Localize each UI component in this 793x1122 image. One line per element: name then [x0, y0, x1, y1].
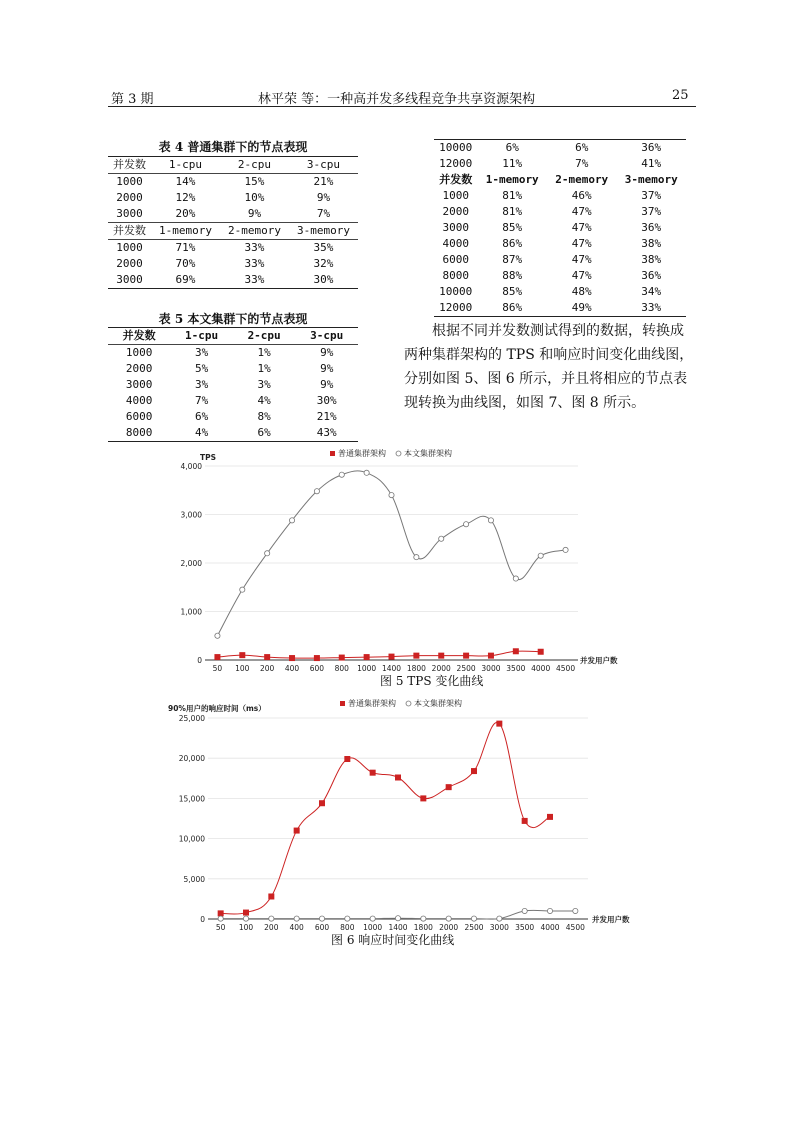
x-axis-label: 并发用户数 [592, 915, 630, 924]
data-point [538, 649, 544, 655]
x-tick-label: 600 [309, 664, 325, 673]
data-point [314, 655, 320, 661]
y-tick-label: 4,000 [180, 462, 202, 471]
y-tick-label: 2,000 [180, 559, 202, 568]
x-tick-label: 3500 [506, 664, 526, 673]
y-tick-label: 0 [200, 915, 205, 924]
y-tick-label: 0 [197, 656, 202, 665]
y-axis-label: 90%用户的响应时间（ms） [168, 704, 266, 713]
data-point [240, 587, 245, 592]
table-row: 6000 6% 8% 21% [125, 410, 337, 423]
table-row: 1000 81% 46% 37% [442, 189, 662, 202]
table-row: 4000 86% 47% 38% [442, 237, 662, 250]
x-tick-label: 3000 [481, 664, 501, 673]
x-tick-label: 400 [284, 664, 300, 673]
x-tick-label: 1400 [388, 923, 408, 932]
table-row: 3000 69% 33% 30% [108, 272, 358, 289]
x-tick-label: 50 [215, 923, 226, 932]
figure5-caption: 图 5 TPS 变化曲线 [380, 674, 484, 688]
data-point [339, 655, 345, 661]
x-tick-label: 4000 [531, 664, 551, 673]
x-tick-label: 1800 [406, 664, 426, 673]
issue-number: 第 3 期 [111, 92, 154, 107]
x-tick-label: 1800 [413, 923, 433, 932]
table-row: 6000 87% 47% 38% [442, 253, 662, 266]
y-tick-label: 25,000 [178, 714, 205, 723]
data-point [265, 551, 270, 556]
x-axis-label: 并发用户数 [580, 656, 618, 665]
data-point [214, 654, 220, 660]
table-row: 4000 7% 4% 30% [125, 394, 337, 407]
legend-marker-square [330, 451, 335, 456]
paragraph-line: 两种集群架构的 TPS 和响应时间变化曲线图， [404, 347, 694, 363]
x-tick-label: 1000 [357, 664, 377, 673]
table-header-row: 并发数 1-cpu 2-cpu 3-cpu [108, 328, 358, 345]
data-point [364, 654, 370, 660]
y-tick-label: 5,000 [183, 874, 205, 884]
table-row: 2000 12% 10% 9% [116, 191, 331, 204]
table-row: 2000 81% 47% 37% [442, 205, 662, 218]
y-tick-label: 15,000 [178, 794, 205, 804]
table-header-row: 并发数 1-memory 2-memory 3-memory [108, 223, 358, 240]
data-point [413, 653, 419, 659]
y-tick-label: 1,000 [180, 607, 202, 617]
legend-label: 普通集群架构 [348, 699, 396, 708]
legend-label: 本文集群架构 [404, 449, 452, 458]
data-point [439, 536, 444, 541]
data-point [464, 522, 469, 527]
x-tick-label: 100 [235, 664, 250, 673]
table-row: 10000 85% 48% 34% [439, 285, 662, 298]
data-point [314, 489, 319, 494]
x-tick-label: 3000 [489, 923, 509, 932]
data-point [488, 653, 494, 659]
x-tick-label: 800 [334, 664, 349, 673]
x-tick-label: 2500 [464, 923, 484, 932]
legend-label: 本文集群架构 [414, 699, 462, 708]
x-tick-label: 2000 [431, 664, 451, 673]
legend-label: 普通集群架构 [338, 449, 386, 458]
table-row: 2000 5% 1% 9% [125, 362, 334, 375]
page-number: 25 [672, 88, 689, 103]
table-row: 1000 14% 15% 21% [108, 174, 358, 191]
table-header-row: 并发数 1-memory 2-memory 3-memory [439, 173, 678, 186]
table-row: 10000 6% 6% 36% [434, 140, 686, 157]
table-row: 8000 88% 47% 36% [442, 269, 662, 282]
paragraph-line: 现转换为曲线图，如图 7、图 8 所示。 [404, 395, 646, 411]
x-tick-label: 4500 [556, 664, 576, 673]
table-row: 3000 20% 9% 7% [116, 207, 331, 220]
y-tick-label: 10,000 [178, 834, 205, 844]
x-tick-label: 600 [314, 923, 330, 932]
data-point [538, 553, 543, 558]
x-tick-label: 3500 [515, 923, 535, 932]
data-point [215, 633, 220, 638]
legend-marker-circle [396, 451, 401, 456]
x-tick-label: 1000 [363, 923, 383, 932]
table5-caption: 表 5 本文集群下的节点表现 [158, 312, 308, 326]
table-row: 12000 11% 7% 41% [439, 157, 662, 170]
data-point [264, 654, 270, 660]
x-tick-label: 200 [264, 923, 279, 932]
table4-caption: 表 4 普通集群下的节点表现 [158, 140, 308, 154]
x-tick-label: 4500 [565, 923, 585, 932]
data-point [414, 555, 419, 560]
data-point [513, 576, 518, 581]
data-point [239, 652, 245, 658]
data-point [488, 518, 493, 523]
data-point [513, 648, 519, 654]
data-point [463, 653, 469, 659]
table-row: 1000 71% 33% 35% [108, 240, 358, 257]
paragraph-line: 分别如图 5、图 6 所示，并且将相应的节点表 [404, 371, 688, 387]
y-tick-label: 3,000 [180, 510, 202, 520]
data-point [563, 547, 568, 552]
data-point [289, 655, 295, 661]
data-point [389, 654, 395, 660]
figure6-caption: 图 6 响应时间变化曲线 [331, 933, 455, 947]
paragraph-line: 根据不同并发数测试得到的数据，转换成 [432, 323, 684, 339]
running-title: 林平荣 等：一种高并发多线程竞争共享资源架构 [258, 92, 536, 107]
x-tick-label: 400 [289, 923, 304, 932]
data-point [289, 518, 294, 523]
table-row: 12000 86% 49% 33% [434, 300, 686, 317]
data-point [364, 470, 369, 475]
x-tick-label: 200 [260, 664, 275, 673]
x-tick-label: 2000 [439, 923, 459, 932]
table-row: 3000 3% 3% 9% [125, 378, 334, 391]
table-row: 3000 85% 47% 36% [442, 221, 662, 234]
x-tick-label: 1400 [381, 664, 402, 673]
x-tick-label: 4000 [540, 923, 560, 932]
table-row: 2000 70% 33% 32% [116, 257, 334, 270]
table-row: 1000 3% 1% 9% [108, 345, 358, 362]
x-tick-label: 50 [212, 664, 223, 673]
y-axis-label: TPS [200, 453, 217, 462]
data-point [389, 493, 394, 498]
data-point [339, 472, 344, 477]
x-tick-label: 800 [340, 923, 355, 932]
data-point [438, 653, 444, 659]
y-tick-label: 20,000 [178, 754, 205, 764]
x-tick-label: 100 [238, 923, 254, 932]
table-header-row: 并发数 1-cpu 2-cpu 3-cpu [108, 157, 358, 174]
table-row: 8000 4% 6% 43% [108, 425, 358, 442]
x-tick-label: 2500 [456, 664, 476, 673]
